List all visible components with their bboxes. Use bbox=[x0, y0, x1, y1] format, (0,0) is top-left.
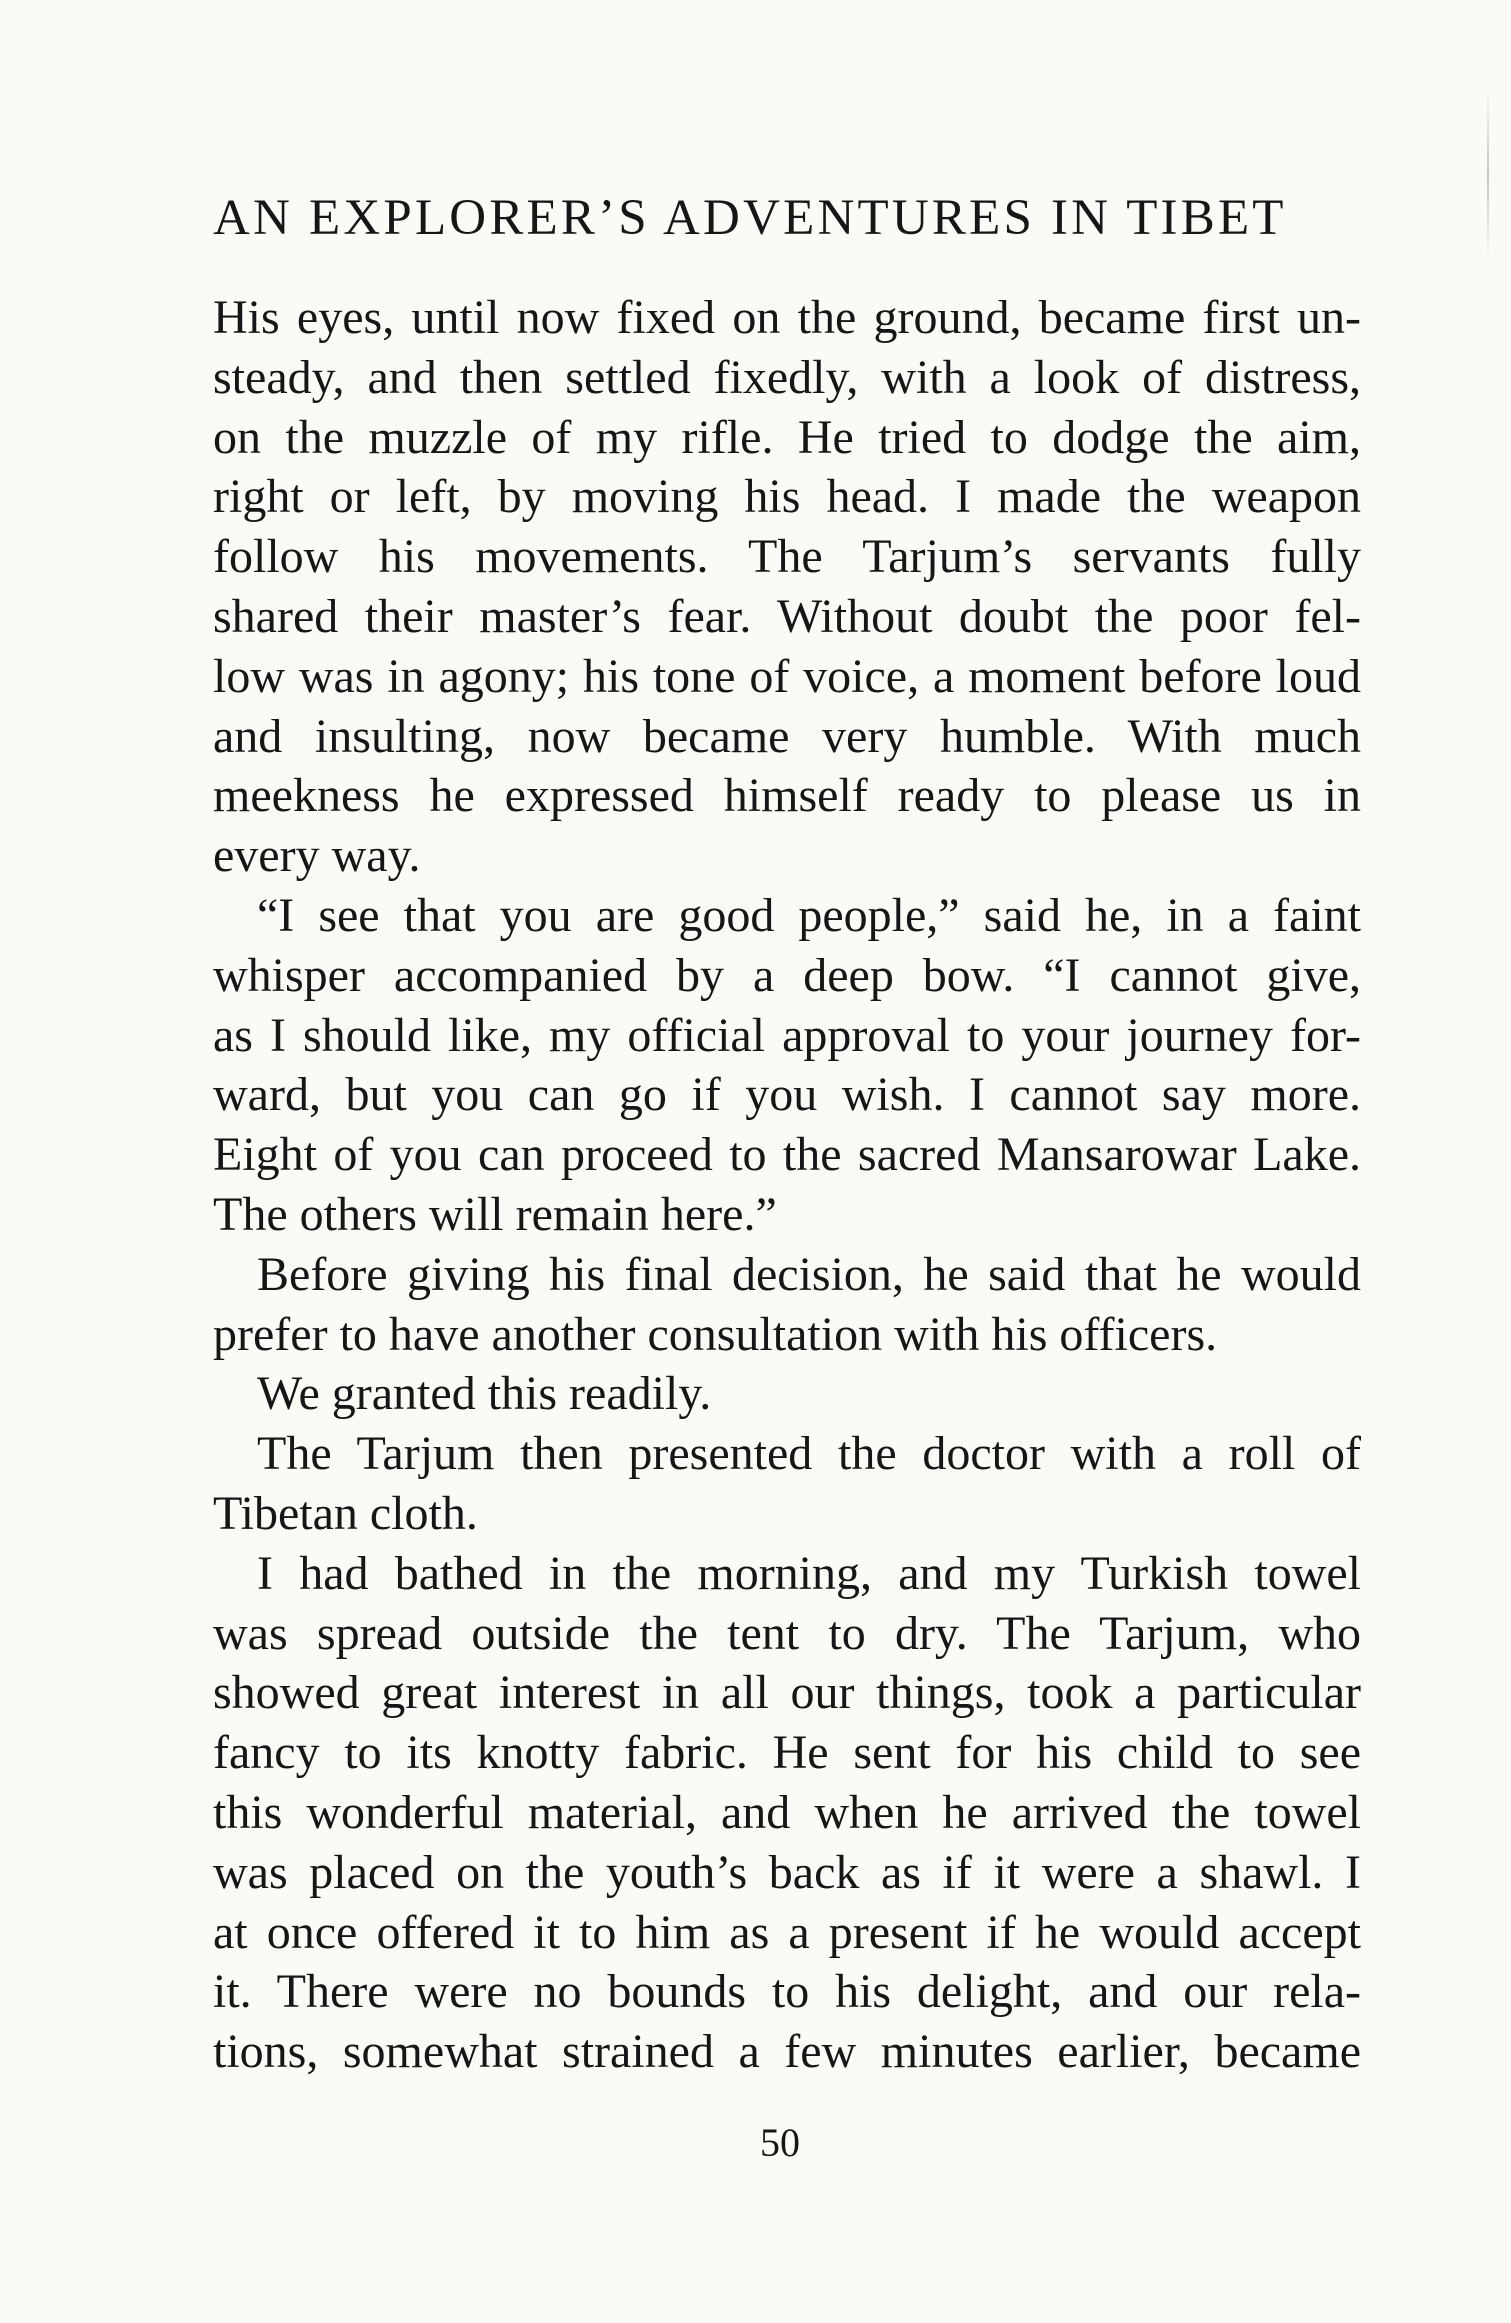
page-number: 50 bbox=[760, 2120, 800, 2165]
text-line: shared their master’s fear. Without doubt the poor fel- bbox=[213, 589, 1361, 643]
text-line: low was in agony; his tone of voice, a moment before loud bbox=[213, 649, 1361, 703]
text-line: was spread outside the tent to dry. The Tarjum, who bbox=[213, 1606, 1361, 1660]
text-line: His eyes, until now fixed on the ground, became first un- bbox=[213, 291, 1361, 344]
text-line: The others will remain here.” bbox=[213, 1187, 777, 1241]
text-line: was placed on the youth’s back as if it were a shawl. I bbox=[213, 1845, 1361, 1899]
text-line: as I should like, my official approval to your journey for- bbox=[213, 1008, 1361, 1062]
text-line: “I see that you are good people,” said he, in a faint bbox=[257, 888, 1361, 942]
text-line: tions, somewhat strained a few minutes earlier, became bbox=[213, 2025, 1361, 2079]
running-head: AN EXPLORER’S ADVENTURES IN TIBET bbox=[213, 190, 1287, 246]
text-line: at once offered it to him as a present if he would accept bbox=[213, 1905, 1361, 1959]
text-line: meekness he expressed himself ready to please us in bbox=[213, 769, 1361, 823]
text-line: showed great interest in all our things, took a particular bbox=[213, 1666, 1361, 1720]
text-line: ward, but you can go if you wish. I cannot say more. bbox=[213, 1068, 1361, 1122]
page-edge-mark bbox=[1487, 90, 1489, 260]
text-line: on the muzzle of my rifle. He tried to dodge the aim, bbox=[213, 410, 1361, 464]
text-line: The Tarjum then presented the doctor with a roll of bbox=[257, 1427, 1361, 1481]
text-line: follow his movements. The Tarjum’s servants fully bbox=[213, 530, 1361, 584]
text-line: whisper accompanied by a deep bow. “I cannot give, bbox=[213, 948, 1361, 1002]
text-line: right or left, by moving his head. I made the weapon bbox=[213, 470, 1361, 524]
text-line: steady, and then settled fixedly, with a look of distress, bbox=[213, 350, 1361, 404]
text-line: Eight of you can proceed to the sacred Mansarowar Lake. bbox=[213, 1128, 1361, 1182]
text-line: prefer to have another consultation with his officers. bbox=[213, 1307, 1218, 1361]
text-line: I had bathed in the morning, and my Turkish towel bbox=[257, 1546, 1361, 1600]
text-line: it. There were no bounds to his delight, and our rela- bbox=[213, 1965, 1361, 2019]
text-line: this wonderful material, and when he arrived the towel bbox=[213, 1785, 1361, 1839]
text-line: Before giving his final decision, he said that he would bbox=[257, 1247, 1361, 1301]
text-line: and insulting, now became very humble. With much bbox=[213, 709, 1361, 763]
text-line: every way. bbox=[213, 829, 421, 883]
body-text bbox=[213, 288, 1361, 2082]
text-line: fancy to its knotty fabric. He sent for his child to see bbox=[213, 1726, 1361, 1780]
text-line: We granted this readily. bbox=[257, 1367, 712, 1421]
text-line: Tibetan cloth. bbox=[213, 1486, 478, 1540]
